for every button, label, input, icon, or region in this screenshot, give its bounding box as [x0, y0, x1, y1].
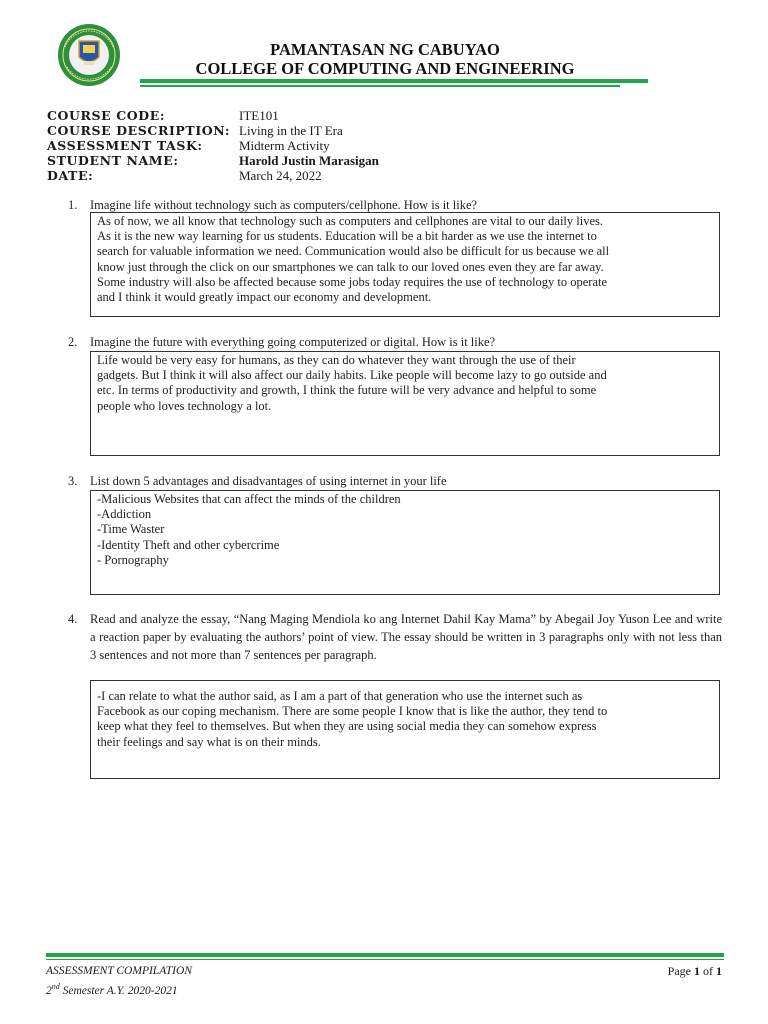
answer-line: Life would be very easy for humans, as they can do whatever they want through the use of their [97, 353, 576, 367]
question-number: 4. [68, 612, 78, 626]
student-name-row [47, 153, 379, 168]
footer-rule-thin [46, 959, 724, 960]
answer-line: -Addiction [97, 507, 152, 522]
student-name-label: STUDENT NAME: [47, 153, 179, 168]
answer-line: etc. In terms of productivity and growth, I think the future will be very advance and helpful to some [97, 383, 597, 398]
question-number: 1. [68, 198, 78, 212]
answer-line: -Malicious Websites that can affect the minds of the children [97, 492, 401, 506]
page-of: of [700, 964, 716, 978]
answer-line: -I can relate to what the author said, as I am a part of that generation who use the internet such as [97, 689, 583, 703]
question-prompt: Imagine life without technology such as computers/cellphone. How is it like? [90, 198, 478, 212]
answer-line: know just through the click on our smartphones we can talk to our loved ones even they are far away. [97, 259, 604, 274]
answer-line: and I think it would greatly impact our economy and development. [97, 290, 432, 305]
footer-left [46, 964, 192, 999]
header-titles [140, 40, 630, 78]
semester-number: 2 [46, 984, 52, 997]
semester-text: Semester A.Y. 2020-2021 [59, 984, 178, 997]
assessment-task-value: Midterm Activity [239, 138, 330, 153]
question-prompt: Imagine the future with everything going computerized or digital. How is it like? [90, 335, 496, 349]
page-number [668, 964, 722, 979]
question-prompt: Read and analyze the essay, “Nang Maging Mendiola ko ang Internet Dahil Kay Mama” by Abegail Joy Yuson Lee and write a reaction paper by evaluating the authors’ point of view. The essay should be written in 3 paragraphs only with not less than 3 sentences and not more than 7 sentences per paragraph. [90, 612, 722, 662]
answer-line: people who loves technology a lot. [97, 398, 272, 413]
date-label: DATE: [47, 168, 94, 183]
footer-semester [46, 979, 192, 999]
student-name-value: Harold Justin Marasigan [239, 153, 379, 168]
footer-rule-thick [46, 953, 724, 957]
answer-line: their feelings and say what is on their minds. [97, 734, 321, 749]
course-description-label: COURSE DESCRIPTION: [47, 123, 231, 138]
page-word: Page [667, 964, 694, 978]
answer-line: search for valuable information we need. Communication would also be difficult for us because we all [97, 244, 610, 259]
answer-line: gadgets. But I think it will also affect our daily habits. Like people will become lazy to go outside and [97, 368, 607, 383]
course-code-label: COURSE CODE: [47, 108, 166, 123]
course-code-row [47, 108, 379, 123]
course-description-value: Living in the IT Era [239, 123, 343, 138]
page-total: 1 [716, 964, 722, 978]
university-logo [49, 23, 129, 87]
footer-title: ASSESSMENT COMPILATION [46, 965, 192, 977]
header-rule-thick [140, 79, 648, 83]
answer-box-4[interactable] [90, 680, 720, 779]
page-current: 1 [694, 964, 700, 978]
course-info [47, 108, 379, 183]
date-row [47, 168, 379, 183]
course-description-row [47, 123, 379, 138]
answer-line: As it is the new way learning for us students. Education will be a bit harder as we use the internet to [97, 229, 597, 244]
answer-line: -Time Waster [97, 522, 165, 537]
assessment-task-label: ASSESSMENT TASK: [47, 138, 203, 153]
answer-box-2[interactable] [90, 351, 720, 456]
date-value: March 24, 2022 [239, 168, 322, 183]
question-prompt: List down 5 advantages and disadvantages of using internet in your life [90, 474, 447, 488]
answer-box-1[interactable] [90, 212, 720, 317]
answer-line: Some industry will also be affected because some jobs today requires the use of technology to operate [97, 274, 608, 289]
answer-line: As of now, we all know that technology such as computers and cellphones are vital to our daily lives. [97, 214, 604, 228]
college-name: COLLEGE OF COMPUTING AND ENGINEERING [195, 59, 575, 78]
answer-box-3[interactable] [90, 490, 720, 595]
question-number: 2. [68, 335, 78, 349]
answer-line: -Identity Theft and other cybercrime [97, 537, 280, 552]
answer-line: - Pornography [97, 552, 169, 567]
answer-line: keep what they feel to themselves. But when they are using social media they can somehow express [97, 719, 597, 734]
header-rule-thin [140, 85, 620, 87]
assessment-task-row [47, 138, 379, 153]
answer-line: Facebook as our coping mechanism. There are some people I know that is like the author, they tend to [97, 704, 608, 719]
course-code-value: ITE101 [239, 108, 279, 123]
question-number: 3. [68, 474, 78, 488]
semester-suffix: nd [51, 982, 60, 991]
university-name: PAMANTASAN NG CABUYAO [270, 40, 500, 59]
